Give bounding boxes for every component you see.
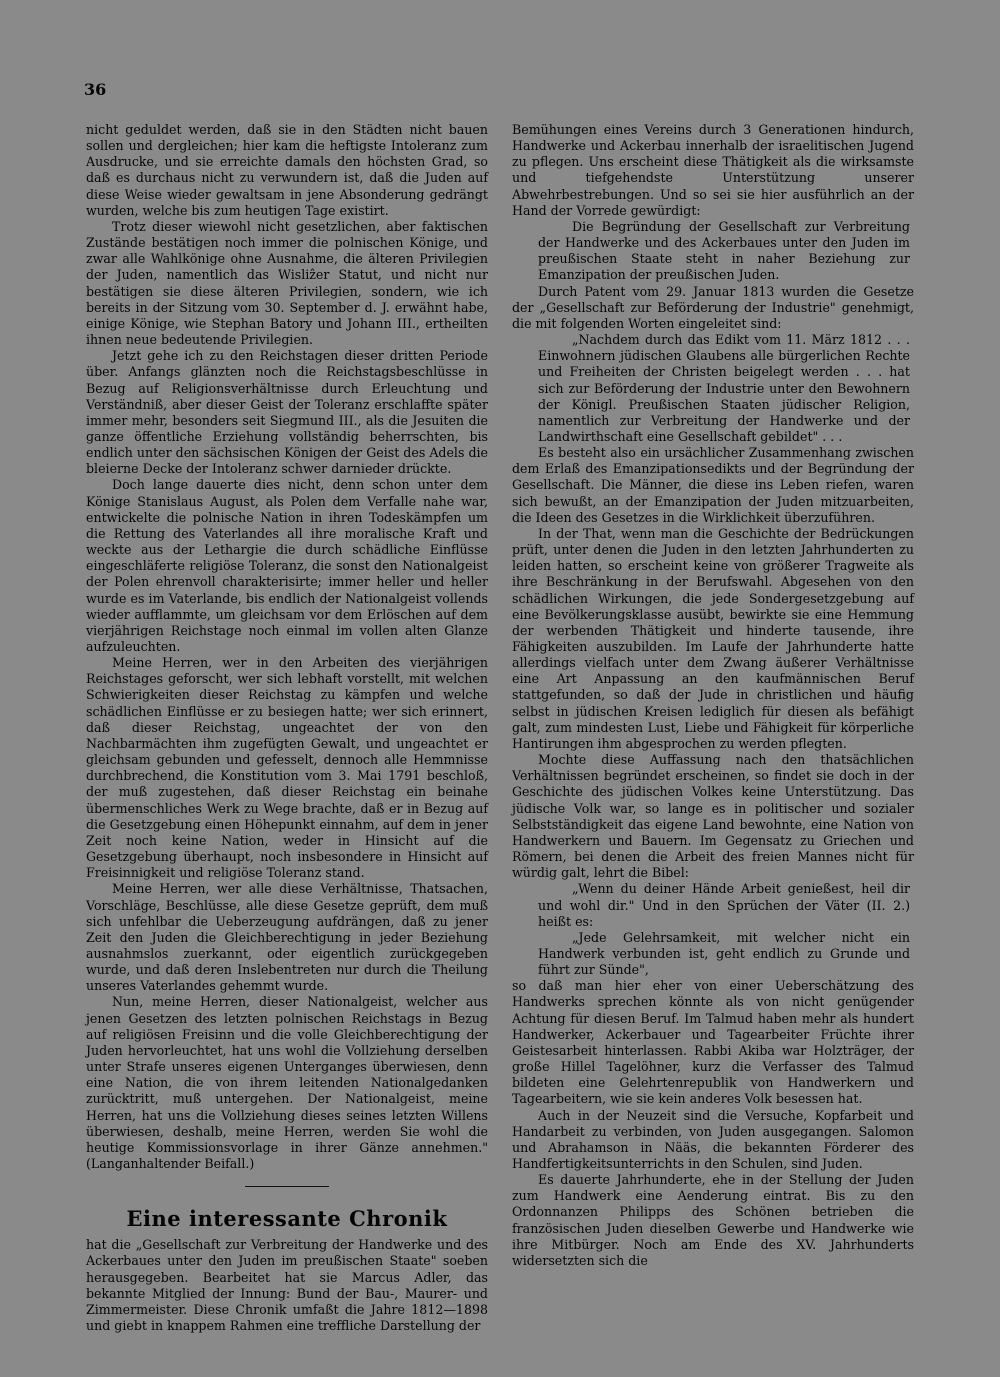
paragraph: Mochte diese Auffassung nach den thatsächlichen Verhältnissen begründet erscheinen, so findet sie doch in der Geschichte des jüdischen Volkes keine Unterstützung. Das jüdische Volk war, so lange es in politischer und sozialer Selbstständigkeit das eigene Land bewohnte, eine Nation von Handwerkern und Bauern. Im Gegensatz zu Griechen und Römern, bei denen die Arbeit des freien Mannes nicht für würdig galt, lehrt die Bibel: — [512, 752, 914, 881]
quote-paragraph: „Nachdem durch das Edikt vom 11. März 1812 . . . Einwohnern jüdischen Glaubens alle bürgerlichen Rechte und Freiheiten der Christen beigelegt werden . . . hat sich zur Beförderung der Industrie unter den Bewohnern der Königl. Preußischen Staaten jüdischer Religion, namentlich zur Verbreitung der Handwerke und der Landwirthschaft eine Gesellschaft gebildet" . . . — [538, 332, 910, 444]
paragraph: Auch in der Neuzeit sind die Versuche, Kopfarbeit und Handarbeit zu verbinden, von Juden ausgegangen. Salomon und Abrahamson in Nääs, die bekannten Förderer des Handfertigkeitsunterrichts in den Schulen, sind Juden. — [512, 1107, 914, 1171]
paragraph: Bemühungen eines Vereins durch 3 Generationen hindurch, Handwerke und Ackerbau innerhalb der israelitischen Jugend zu pflegen. Uns erscheint diese Thätigkeit als die wirksamste und tiefgehendste Unterstützung unserer Abwehrbestrebungen. Und so sei sie hier ausführlich an der Hand der Vorrede gewürdigt: — [512, 122, 914, 218]
section-divider — [245, 1186, 329, 1187]
paragraph: Es besteht also ein ursächlicher Zusammenhang zwischen dem Erlaß des Emanzipationsedikts und der Begründung der Gesellschaft. Die Männer, die diese ins Leben riefen, waren sich bewußt, an der Emanzipation der Juden mitzuarbeiten, die Ideen des Gesetzes in die Wirklichkeit überzuführen. — [512, 445, 914, 525]
paragraph: Meine Herren, wer in den Arbeiten des vierjährigen Reichstages geforscht, wer sich lebhaft vorstellt, mit welchen Schwierigkeiten dieser Reichstag zu kämpfen und welche schädlichen Einflüsse er zu besiegen hatte; wer sich erinnert, daß dieser Reichstag, ungeachtet der von den Nachbarmächten ihm zugefügten Gewalt, und ungeachtet er gleichsam gebunden und gefesselt, dennoch alle Hemmnisse durchbrechend, die Konstitution vom 3. Mai 1791 beschloß, der muß zugestehen, daß dieser Reichstag ein beinahe übermenschliches Werk zu Wege brachte, daß er in Bezug auf die Gesetzgebung einen Höhepunkt einnahm, auf dem in jener Zeit noch keine Nation, weder in Hinsicht auf die Gesetzgebung überhaupt, noch insbesondere in Hinsicht auf Freisinnigkeit und religiöse Toleranz stand. — [86, 655, 488, 881]
left-column — [86, 122, 488, 1334]
paragraph: Nun, meine Herren, dieser Nationalgeist, welcher aus jenen Gesetzen des letzten polnischen Reichstags in Bezug auf religiösen Freisinn und die volle Gleichberechtigung der Juden hervorleuchtet, hat uns wohl die Vollziehung derselben unter Strafe unseres eigenen Unterganges überwiesen, denn eine Nation, die von ihrem leitenden Nationalgedanken zurücktritt, muß untergehen. Der Nationalgeist, meine Herren, hat uns die Vollziehung dieses seines letzten Willens überwiesen, deshalb, meine Herren, werden Sie wohl die heutige Kommissionsvorlage in ihrer Gänze annehmen." (Langanhaltender Beifall.) — [86, 994, 488, 1171]
page-number: 36 — [84, 80, 107, 99]
quote-paragraph: Die Begründung der Gesellschaft zur Verbreitung der Handwerke und des Ackerbaues unter den Juden im preußischen Staate steht in naher Beziehung zur Emanzipation der preußischen Juden. — [538, 218, 910, 283]
paragraph: Doch lange dauerte dies nicht, denn schon unter dem Könige Stanislaus August, als Polen dem Verfalle nahe war, entwickelte die polnische Nation in ihren Todeskämpfen um die Rettung des Vaterlandes all ihre moralische Kraft und weckte aus der Lethargie die durch schädliche Einflüsse eingeschläferte religiöse Toleranz, die sonst den Nationalgeist der Polen ehrenvoll charakterisirte; immer heller und heller wurde es im Vaterlande, bis endlich der Nationalgeist vollends wieder aufflammte, um gleichsam vor dem Erlöschen auf dem vierjährigen Reichstage noch einmal im vollen alten Glanze aufzuleuchten. — [86, 477, 488, 654]
paragraph: nicht geduldet werden, daß sie in den Städten nicht bauen sollen und dergleichen; hier kam die heftigste Intoleranz zum Ausdrucke, und sie erreichte damals den höchsten Grad, so daß es durchaus nicht zu verwundern ist, daß die Juden auf diese Weise wieder gewaltsam in jene Absonderung gedrängt wurden, welche bis zum heutigen Tage existirt. — [86, 122, 488, 218]
paragraph: Trotz dieser wiewohl nicht gesetzlichen, aber faktischen Zustände bestätigen noch immer die polnischen Könige, und zwar alle Wahlkönige ohne Ausnahme, die älteren Privilegien der Juden, namentlich das Wisliẑer Statut, und nicht nur bestätigen sie diese älteren Privilegien, sondern, wie ich bereits in der Sitzung vom 30. September d. J. erwähnt habe, einige Könige, wie Stephan Batory und Johann III., ertheilten ihnen neue bedeutende Privilegien. — [86, 218, 488, 348]
quote-paragraph: „Wenn du deiner Hände Arbeit genießest, heil dir und wohl dir." Und in den Sprüchen der Väter (II. 2.) heißt es: — [538, 881, 910, 929]
paragraph: In der That, wenn man die Geschichte der Bedrückungen prüft, unter denen die Juden in den letzten Jahrhunderten zu leiden hatten, so erscheint keine von größerer Tragweite als ihre Beschränkung in der Berufswahl. Abgesehen von den schädlichen Wirkungen, die jede Sondergesetzgebung auf eine Bevölkerungsklasse ausübt, bewirkte sie eine Hemmung der werbenden Thätigkeit und hinderte tausende, ihre Fähigkeiten auszubilden. Im Laufe der Jahrhunderte hatte allerdings vielfach unter dem Zwang äußerer Verhältnisse eine Art Anpassung an den kaufmännischen Beruf stattgefunden, so daß der Jude in christlichen und häufig selbst in jüdischen Kreisen lediglich für diesen als befähigt galt, zum mindesten Lust, Liebe und Fähigkeit für körperliche Hantirungen ihm abgesprochen zu werden pflegten. — [512, 525, 914, 751]
chronik-intro: hat die „Gesellschaft zur Verbreitung der Handwerke und des Ackerbaues unter den Juden im preußischen Staate" soeben herausgegeben. Bearbeitet hat sie Marcus Adler, das bekannte Mitglied der Innung: Bund der Bau-, Maurer- und Zimmermeister. Diese Chronik umfaßt die Jahre 1812—1898 und giebt in knappem Rahmen eine treffliche Darstellung der — [86, 1237, 488, 1334]
paragraph: Durch Patent vom 29. Januar 1813 wurden die Gesetze der „Gesellschaft zur Beförderung der Industrie" genehmigt, die mit folgenden Worten eingeleitet sind: — [512, 283, 914, 331]
right-column — [512, 122, 914, 1269]
paragraph: Es dauerte Jahrhunderte, ehe in der Stellung der Juden zum Handwerk eine Aenderung eintrat. Bis zu den Ordonnanzen Philipps des Schönen betrieben die französischen Juden dieselben Gewerbe und Handwerke wie ihre Mitbürger. Noch am Ende des XV. Jahrhunderts widersetzten sich die — [512, 1172, 914, 1268]
quote-paragraph: „Jede Gelehrsamkeit, mit welcher nicht ein Handwerk verbunden ist, geht endlich zu Grunde und führt zur Sünde", — [538, 929, 910, 978]
paragraph: Meine Herren, wer alle diese Verhältnisse, Thatsachen, Vorschläge, Beschlüsse, alle diese Gesetze geprüft, dem muß sich unfehlbar die Ueberzeugung aufdrängen, daß zu jener Zeit den Juden die Gleichberechtigung in jeder Beziehung ausnahmslos zuerkannt, oder eigentlich zurückgegeben wurde, und daß deren Inslebentreten nur durch die Theilung unseres Vaterlandes gehemmt wurde. — [86, 881, 488, 994]
paragraph: Jetzt gehe ich zu den Reichstagen dieser dritten Periode über. Anfangs glänzten noch die Reichstagsbeschlüsse in Bezug auf Religionsverhältnisse durch Erleuchtung und Verständniß, aber dieser Geist der Toleranz erschlaffte später immer mehr, besonders seit Siegmund III., als die Jesuiten die ganze öffentliche Erziehung vollständig beherrschten, bis endlich unter den sächsischen Königen der Geist des Adels die bleierne Decke der Intoleranz schwer darnieder drückte. — [86, 348, 488, 477]
section-heading: Eine interessante Chronik — [126, 1206, 448, 1232]
paragraph: so daß man hier eher von einer Ueberschätzung des Handwerks sprechen könnte als von nicht genügender Achtung für diesen Beruf. Im Talmud haben mehr als hundert Handwerker, Ackerbauer und Tagearbeiter Früchte ihrer Geistesarbeit hinterlassen. Rabbi Akiba war Holzträger, der große Hillel Tagelöhner, kurz die Verfasser des Talmud bildeten eine Gelehrtenrepublik von Handwerkern und Tagearbeitern, wie sie kein anderes Volk besessen hat. — [512, 978, 914, 1107]
